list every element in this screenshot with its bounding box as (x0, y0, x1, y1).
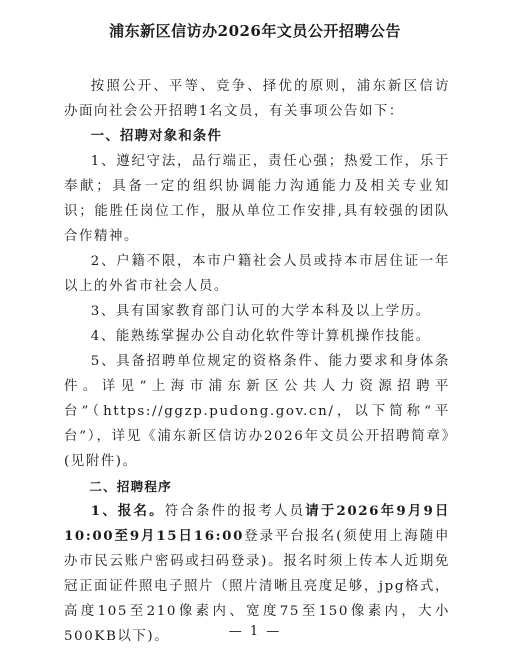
page-number: — 1 — (228, 624, 282, 639)
condition-item-4: 4、能熟练掌握办公自动化软件等计算机操作技能。 (90, 329, 431, 344)
step-1-label: 1、报名。 (90, 503, 165, 519)
condition-item-3: 3、具有国家教育部门认可的大学本科及以上学历。 (90, 304, 431, 319)
document-title: 浦东新区信访办2026年文员公开招聘公告 (109, 22, 401, 40)
step-1-text-c: 登录平台报名(须使用上海随申办市民云账户密码或扫码登录)。报名时须上传本人近期免冠正面证件照电子照片（照片清晰且亮度足够，jpg格式，高度105至210像素内、宽度75至150像素内，大小500KB以下)。 (64, 529, 450, 644)
section-heading-1: 一、招聘对象和条件 (90, 129, 223, 144)
condition-item-5: 5、具备招聘单位规定的资格条件、能力要求和身体条件。详见“上海市浦东新区公共人力资源招聘平台”（https://ggzp.pudong.gov.cn/，以下简称“平台”），详见《浦东新区信访办2026年文员公开招聘简章》(见附件)。 (64, 354, 450, 469)
document-body (64, 74, 450, 649)
intro-paragraph: 按照公开、平等、竞争、择优的原则，浦东新区信访办面向社会公开招聘1名文员，有关事项公告如下： (64, 79, 450, 119)
step-1-text-a: 符合条件的报考人员 (164, 504, 306, 519)
step-1-deadline: 请于2026年9月9日10:00至9月15日16:00 (64, 503, 450, 544)
section-heading-2: 二、招聘程序 (89, 479, 172, 494)
condition-item-1: 1、遵纪守法，品行端正，责任心强；热爱工作，乐于奉献；具备一定的组织协调能力沟通能力及相关专业知识；能胜任岗位工作，服从单位工作安排,具有较强的团队合作精神。 (64, 154, 450, 244)
condition-item-2: 2、户籍不限，本市户籍社会人员或持本市居住证一年以上的外省市社会人员。 (64, 254, 450, 294)
